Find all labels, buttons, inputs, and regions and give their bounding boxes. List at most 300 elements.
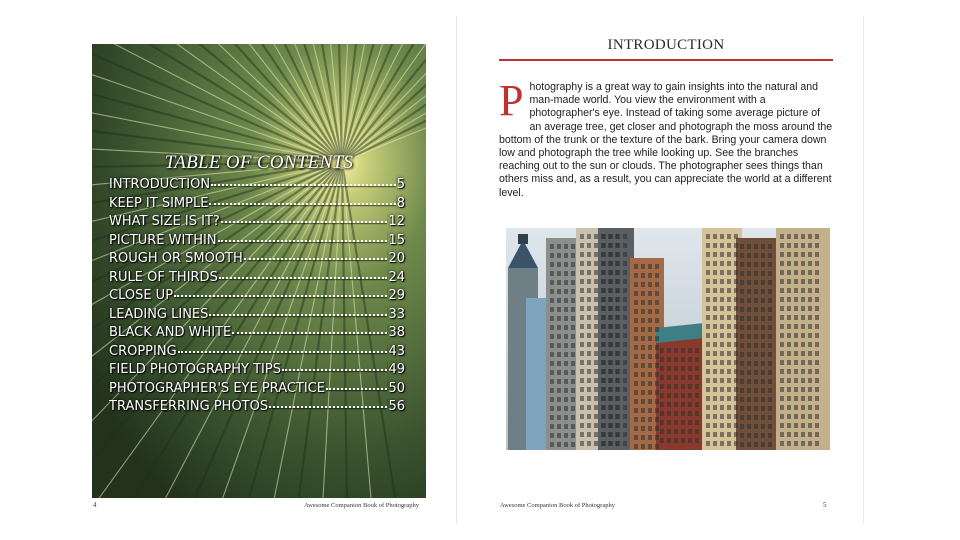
building-window — [609, 378, 613, 383]
building-window — [550, 253, 554, 258]
building-window — [564, 388, 568, 393]
building-window — [740, 397, 744, 402]
building-window — [720, 243, 724, 248]
building-window — [564, 442, 568, 447]
building-window — [655, 336, 659, 341]
building-window — [623, 333, 627, 338]
building-window — [713, 387, 717, 392]
building-window — [727, 324, 731, 329]
building-window — [808, 369, 812, 374]
building-window — [587, 387, 591, 392]
building-window — [550, 343, 554, 348]
toc-entry-label: PHOTOGRAPHER'S EYE PRACTICE — [109, 380, 325, 396]
building-window — [794, 306, 798, 311]
building-window — [609, 261, 613, 266]
toc-entry-page: 50 — [388, 380, 405, 396]
building-window — [655, 327, 659, 332]
building-window — [674, 375, 678, 380]
building-window — [720, 306, 724, 311]
building-window — [794, 351, 798, 356]
building-window — [801, 369, 805, 374]
building-window — [768, 253, 772, 258]
building-window — [587, 333, 591, 338]
building-window — [587, 414, 591, 419]
building-window — [815, 405, 819, 410]
building-window — [747, 244, 751, 249]
building-window — [634, 282, 638, 287]
building-window — [594, 315, 598, 320]
building-window — [727, 432, 731, 437]
building-window — [623, 342, 627, 347]
building-window — [571, 262, 575, 267]
building-window — [727, 252, 731, 257]
building-window — [660, 411, 664, 416]
building-window — [747, 397, 751, 402]
building-window — [695, 348, 699, 353]
building-window — [727, 306, 731, 311]
building-window — [688, 384, 692, 389]
building-window — [550, 280, 554, 285]
building-window — [655, 399, 659, 404]
building-window — [787, 405, 791, 410]
building-window — [720, 333, 724, 338]
building-window — [808, 315, 812, 320]
building-window — [667, 429, 671, 434]
building-window — [674, 348, 678, 353]
building-window — [768, 370, 772, 375]
building-window — [706, 369, 710, 374]
building-window — [571, 424, 575, 429]
building-window — [557, 397, 561, 402]
building-window — [815, 423, 819, 428]
building-window — [747, 343, 751, 348]
building-window — [740, 442, 744, 447]
toc-entry — [109, 214, 405, 233]
building-window — [815, 396, 819, 401]
building-window — [550, 406, 554, 411]
building-window — [713, 369, 717, 374]
building-window — [550, 415, 554, 420]
building-window — [720, 414, 724, 419]
building-window — [754, 388, 758, 393]
building-window — [780, 405, 784, 410]
building-window — [734, 234, 738, 239]
building-window — [808, 279, 812, 284]
toc-entry — [109, 196, 405, 215]
building-window — [740, 415, 744, 420]
building-window — [808, 261, 812, 266]
building-window — [587, 270, 591, 275]
building-window — [713, 378, 717, 383]
building-window — [727, 279, 731, 284]
building-window — [808, 396, 812, 401]
building-window — [623, 423, 627, 428]
toc-entry-label: TRANSFERRING PHOTOS — [109, 399, 269, 414]
building-window — [761, 334, 765, 339]
building-window — [641, 264, 645, 269]
building-window — [808, 432, 812, 437]
building-window — [648, 354, 652, 359]
building-window — [808, 414, 812, 419]
building-window — [688, 357, 692, 362]
building-window — [580, 243, 584, 248]
building-window — [594, 405, 598, 410]
building-window — [580, 423, 584, 428]
toc-entry-label: CLOSE UP — [109, 288, 174, 303]
building-window — [655, 426, 659, 431]
building-window — [801, 378, 805, 383]
building-window — [550, 289, 554, 294]
building-window — [688, 375, 692, 380]
building-window — [655, 372, 659, 377]
building-window — [720, 297, 724, 302]
building-window — [734, 396, 738, 401]
building-window — [706, 405, 710, 410]
building-window — [754, 271, 758, 276]
building-window — [634, 345, 638, 350]
building-window — [623, 243, 627, 248]
building-window — [609, 369, 613, 374]
building-window — [747, 334, 751, 339]
building-window — [674, 411, 678, 416]
building-window — [706, 342, 710, 347]
building-window — [720, 369, 724, 374]
building-window — [787, 306, 791, 311]
building-window — [740, 244, 744, 249]
building-window — [706, 306, 710, 311]
building-window — [580, 387, 584, 392]
building-window — [787, 234, 791, 239]
building-window — [734, 405, 738, 410]
building-window — [754, 334, 758, 339]
building-window — [655, 390, 659, 395]
building-window — [747, 406, 751, 411]
building-window — [734, 333, 738, 338]
building-window — [688, 402, 692, 407]
building-window — [681, 420, 685, 425]
building-window — [695, 429, 699, 434]
building-window — [808, 324, 812, 329]
building-window — [602, 333, 606, 338]
building-window — [754, 415, 758, 420]
building-window — [580, 342, 584, 347]
building-window — [623, 288, 627, 293]
building-window — [720, 279, 724, 284]
building-window — [747, 442, 751, 447]
toc-entry — [109, 399, 405, 418]
building-window — [761, 433, 765, 438]
building-window — [801, 288, 805, 293]
building-window — [634, 435, 638, 440]
building-window — [564, 307, 568, 312]
building-window — [768, 343, 772, 348]
building-window — [706, 252, 710, 257]
building-window — [727, 333, 731, 338]
building-window — [720, 342, 724, 347]
building-window — [609, 405, 613, 410]
toc-entry — [109, 325, 405, 344]
building-window — [564, 343, 568, 348]
building-window — [761, 244, 765, 249]
building-window — [740, 271, 744, 276]
toc-entry-label: ROUGH OR SMOOTH — [109, 251, 243, 266]
building-window — [747, 307, 751, 312]
building-window — [609, 270, 613, 275]
building-window — [815, 315, 819, 320]
building-window — [808, 351, 812, 356]
building-window — [794, 432, 798, 437]
building-window — [557, 325, 561, 330]
building-window — [761, 415, 765, 420]
building-window — [747, 388, 751, 393]
building-window — [674, 384, 678, 389]
building-window — [706, 360, 710, 365]
building-window — [641, 327, 645, 332]
building-window — [564, 361, 568, 366]
building-window — [815, 297, 819, 302]
building-window — [780, 315, 784, 320]
building-window — [634, 354, 638, 359]
building-window — [667, 411, 671, 416]
building-window — [594, 360, 598, 365]
building-window — [616, 234, 620, 239]
building-window — [727, 315, 731, 320]
building-window — [720, 441, 724, 446]
building-window — [616, 396, 620, 401]
building-window — [602, 270, 606, 275]
building-window — [634, 381, 638, 386]
building-window — [787, 378, 791, 383]
building-window — [571, 415, 575, 420]
building-window — [761, 397, 765, 402]
building-window — [706, 378, 710, 383]
building-window — [713, 333, 717, 338]
building-window — [727, 405, 731, 410]
building-window — [587, 405, 591, 410]
building-window — [557, 253, 561, 258]
toc-dot-leader — [232, 324, 387, 334]
building-window — [648, 417, 652, 422]
building-window — [557, 415, 561, 420]
toc-entry-label: RULE OF THIRDS — [109, 269, 218, 285]
building-window — [720, 288, 724, 293]
building-window — [609, 279, 613, 284]
building-window — [768, 316, 772, 321]
building-window — [780, 297, 784, 302]
building-window — [688, 348, 692, 353]
building-window — [609, 324, 613, 329]
building-window — [801, 333, 805, 338]
building-window — [655, 291, 659, 296]
toc-entry-page: 12 — [388, 214, 405, 229]
building-window — [580, 270, 584, 275]
toc-dot-leader — [174, 287, 387, 297]
building-window — [754, 262, 758, 267]
building-window — [667, 393, 671, 398]
building-window — [557, 334, 561, 339]
building-window — [609, 315, 613, 320]
building-window — [727, 234, 731, 239]
building-window — [695, 402, 699, 407]
building-window — [761, 307, 765, 312]
building-window — [616, 342, 620, 347]
building-window — [761, 253, 765, 258]
building-window — [655, 381, 659, 386]
building-window — [794, 324, 798, 329]
building-window — [648, 300, 652, 305]
building-window — [557, 442, 561, 447]
building-window — [571, 271, 575, 276]
building-window — [787, 396, 791, 401]
building-window — [815, 414, 819, 419]
building-window — [587, 432, 591, 437]
building-window — [794, 405, 798, 410]
building-window — [740, 424, 744, 429]
building-window — [667, 357, 671, 362]
building-window — [557, 406, 561, 411]
building-window — [787, 243, 791, 248]
footer-page-number-right: 5 — [823, 501, 827, 509]
building-window — [609, 288, 613, 293]
building-window — [616, 252, 620, 257]
building-window — [808, 243, 812, 248]
building-window — [740, 343, 744, 348]
building-window — [594, 342, 598, 347]
building-window — [706, 279, 710, 284]
building-window — [564, 325, 568, 330]
building-window — [602, 279, 606, 284]
building-window — [616, 288, 620, 293]
building-window — [815, 288, 819, 293]
building-window — [734, 297, 738, 302]
building-window — [557, 316, 561, 321]
building-window — [768, 424, 772, 429]
building-window — [695, 420, 699, 425]
toc-entry-page: 20 — [388, 251, 405, 266]
building-window — [634, 273, 638, 278]
building-window — [780, 234, 784, 239]
building-window — [815, 261, 819, 266]
building-window — [616, 261, 620, 266]
toc-entry — [109, 307, 405, 326]
building-window — [602, 423, 606, 428]
building-window — [641, 399, 645, 404]
toc-dot-leader — [282, 361, 387, 371]
building-window — [740, 370, 744, 375]
building-window — [674, 438, 678, 443]
building-window — [634, 408, 638, 413]
building-window — [713, 351, 717, 356]
building-window — [623, 324, 627, 329]
building-window — [641, 345, 645, 350]
building-window — [720, 423, 724, 428]
building-window — [655, 345, 659, 350]
building-window — [747, 253, 751, 258]
building-window — [754, 424, 758, 429]
building-window — [623, 396, 627, 401]
building-window — [571, 397, 575, 402]
building-window — [780, 378, 784, 383]
building-window — [609, 441, 613, 446]
building-window — [564, 298, 568, 303]
building-window — [648, 309, 652, 314]
building-window — [580, 405, 584, 410]
building-window — [808, 306, 812, 311]
building-window — [761, 361, 765, 366]
building-window — [794, 279, 798, 284]
building-window — [655, 408, 659, 413]
building-window — [761, 352, 765, 357]
building-window — [648, 318, 652, 323]
building-window — [780, 369, 784, 374]
building-window — [616, 351, 620, 356]
building-window — [754, 280, 758, 285]
toc-entry-label: BLACK AND WHITE — [109, 325, 232, 340]
building-window — [815, 333, 819, 338]
building-window — [634, 264, 638, 269]
building-window — [713, 252, 717, 257]
building-window — [580, 432, 584, 437]
building-window — [571, 244, 575, 249]
building-window — [648, 408, 652, 413]
building-window — [815, 270, 819, 275]
building-window — [623, 270, 627, 275]
building-window — [557, 280, 561, 285]
building-window — [787, 441, 791, 446]
building-window — [616, 243, 620, 248]
building-window — [801, 243, 805, 248]
building-window — [734, 432, 738, 437]
building-window — [557, 352, 561, 357]
building-window — [667, 366, 671, 371]
building-window — [571, 334, 575, 339]
building-window — [587, 297, 591, 302]
building-window — [564, 433, 568, 438]
building-window — [660, 357, 664, 362]
building-window — [808, 387, 812, 392]
building-window — [768, 442, 772, 447]
building-window — [681, 438, 685, 443]
building-window — [681, 411, 685, 416]
building-window — [688, 420, 692, 425]
building-window — [623, 414, 627, 419]
building-window — [602, 306, 606, 311]
building-window — [571, 379, 575, 384]
building-window — [801, 432, 805, 437]
building-window — [713, 423, 717, 428]
building-window — [747, 325, 751, 330]
building-window — [768, 334, 772, 339]
building-window — [747, 271, 751, 276]
toc-entry — [109, 177, 405, 196]
building-window — [616, 387, 620, 392]
building-window — [634, 372, 638, 377]
building-window — [713, 270, 717, 275]
building-window — [780, 270, 784, 275]
building-window — [623, 405, 627, 410]
building-window — [564, 415, 568, 420]
building-window — [681, 366, 685, 371]
building-window — [808, 360, 812, 365]
building-window — [594, 297, 598, 302]
building-window — [609, 360, 613, 365]
building-window — [580, 333, 584, 338]
building-window — [734, 378, 738, 383]
building-window — [815, 252, 819, 257]
building-window — [768, 280, 772, 285]
building-window — [571, 325, 575, 330]
building-window — [580, 252, 584, 257]
